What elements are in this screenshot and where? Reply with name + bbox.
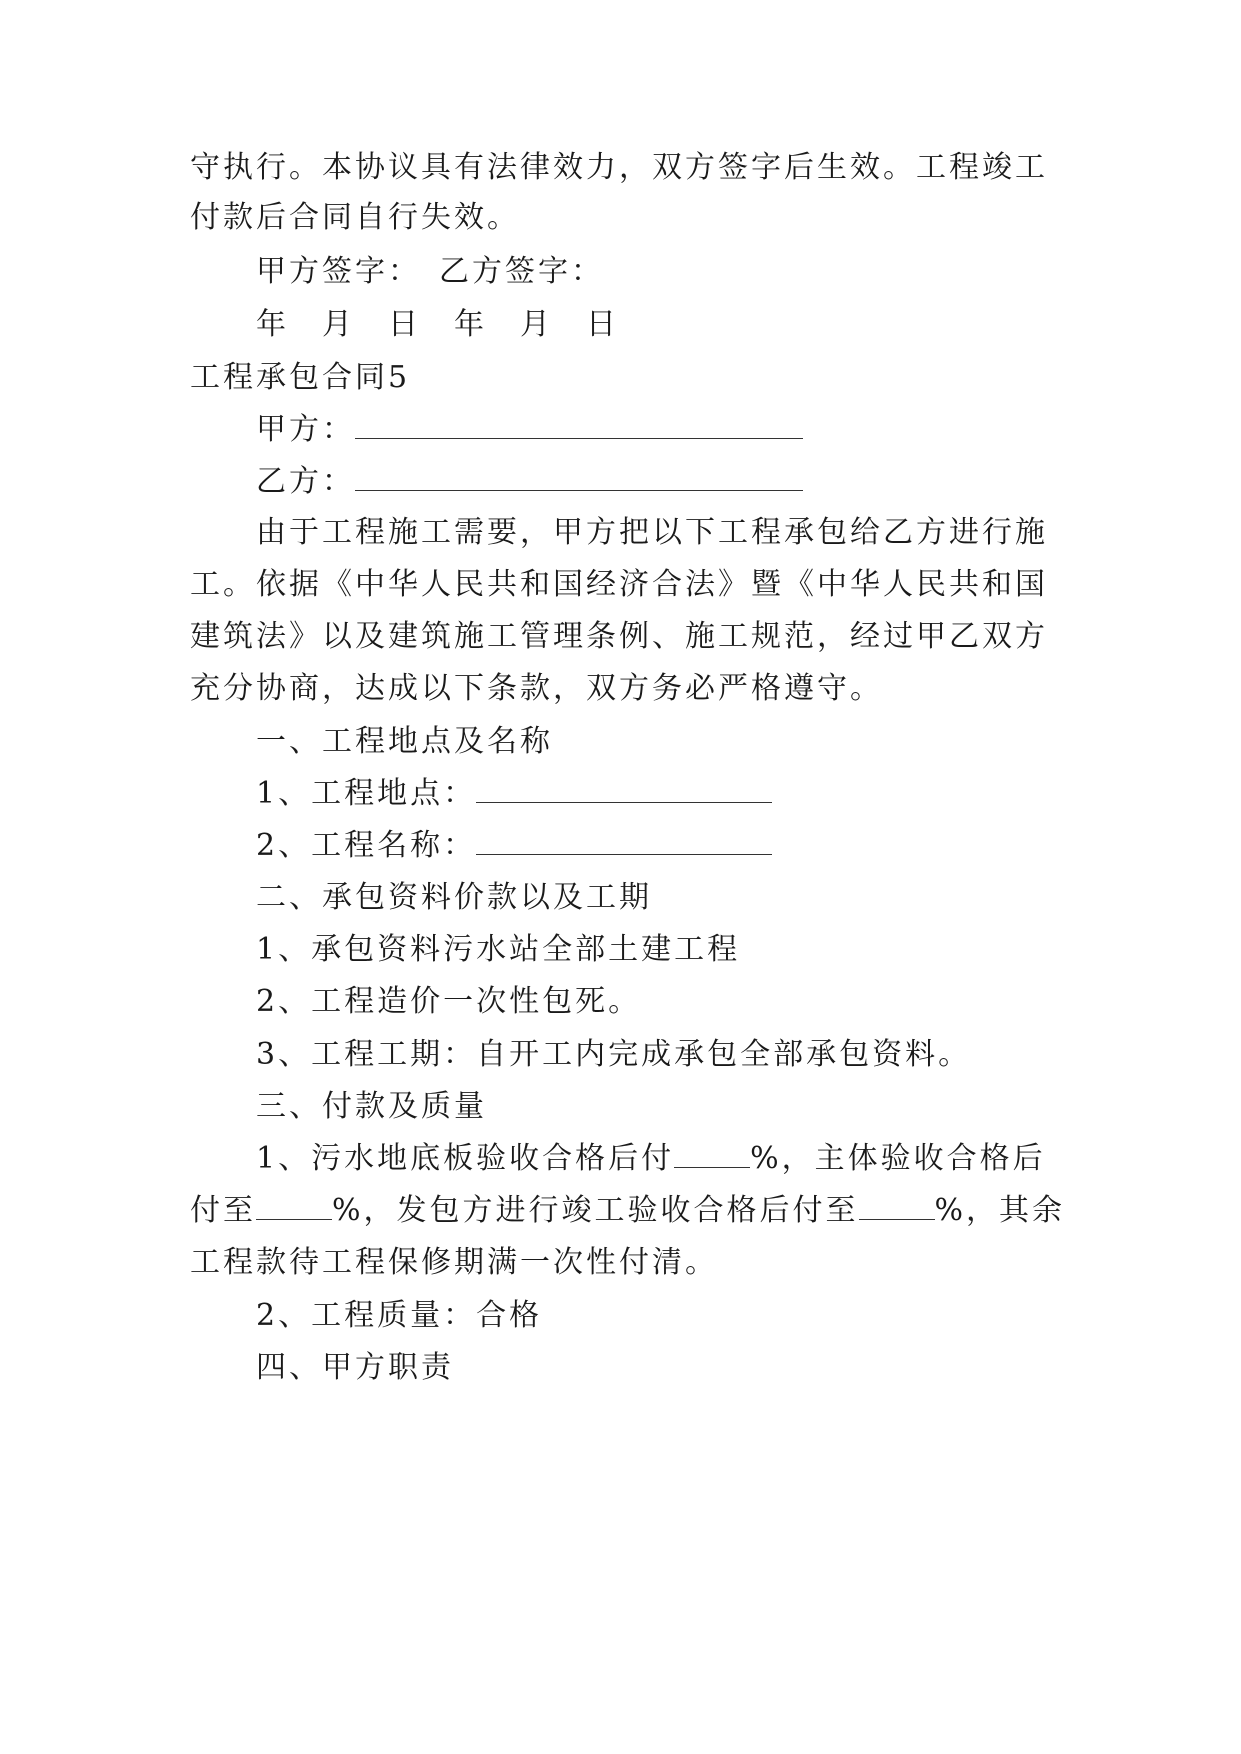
payment-line-1	[256, 1139, 1046, 1179]
paragraph-line: 工。依据《中华人民共和国经济合法》暨《中华人民共和国	[190, 567, 1048, 602]
party-b-blank	[355, 464, 803, 491]
section-title: 工程承包合同5	[190, 360, 411, 395]
project-location-line	[256, 774, 772, 814]
signature-line: 甲方签字： 乙方签字：	[256, 254, 604, 289]
heading-line: 一、工程地点及名称	[256, 724, 553, 759]
paragraph-line: 1、承包资料污水站全部土建工程	[256, 932, 741, 967]
paragraph-line: 3、工程工期：自开工内完成承包全部承包资料。	[256, 1037, 972, 1072]
project-name-line	[256, 826, 772, 866]
date-line: 年 月 日 年 月 日	[256, 307, 619, 342]
paragraph-line: 付款后合同自行失效。	[190, 200, 520, 235]
payment-text-e: %，其余	[934, 1193, 1066, 1228]
paragraph-line: 充分协商，达成以下条款，双方务必严格遵守。	[190, 671, 883, 706]
payment-blank-2	[256, 1193, 332, 1220]
paragraph-line: 工程款待工程保修期满一次性付清。	[190, 1245, 718, 1280]
party-a-line	[256, 410, 803, 450]
party-b-line	[256, 462, 803, 502]
party-a-label: 甲方：	[256, 412, 355, 447]
party-b-label: 乙方：	[256, 464, 355, 499]
payment-text-b: %，主体验收合格后	[750, 1141, 1046, 1176]
payment-blank-3	[859, 1193, 935, 1220]
paragraph-line: 由于工程施工需要，甲方把以下工程承包给乙方进行施	[256, 515, 1048, 550]
heading-line: 四、甲方职责	[256, 1350, 454, 1385]
paragraph-line: 2、工程质量：合格	[256, 1298, 543, 1333]
payment-text-d: %，发包方进行竣工验收合格后付至	[332, 1193, 859, 1228]
payment-line-2	[190, 1191, 1065, 1231]
project-location-label: 1、工程地点：	[256, 776, 477, 811]
paragraph-line: 守执行。本协议具有法律效力，双方签字后生效。工程竣工	[190, 150, 1048, 185]
heading-line: 二、承包资料价款以及工期	[256, 880, 652, 915]
project-name-label: 2、工程名称：	[256, 828, 477, 863]
project-name-blank	[476, 828, 772, 855]
heading-line: 三、付款及质量	[256, 1089, 487, 1124]
party-a-blank	[355, 412, 803, 439]
payment-text-c: 付至	[190, 1193, 256, 1228]
payment-blank-1	[674, 1141, 750, 1168]
paragraph-line: 2、工程造价一次性包死。	[256, 984, 642, 1019]
project-location-blank	[476, 776, 772, 803]
paragraph-line: 建筑法》以及建筑施工管理条例、施工规范，经过甲乙双方	[190, 619, 1048, 654]
payment-text-a: 1、污水地底板验收合格后付	[256, 1141, 675, 1176]
